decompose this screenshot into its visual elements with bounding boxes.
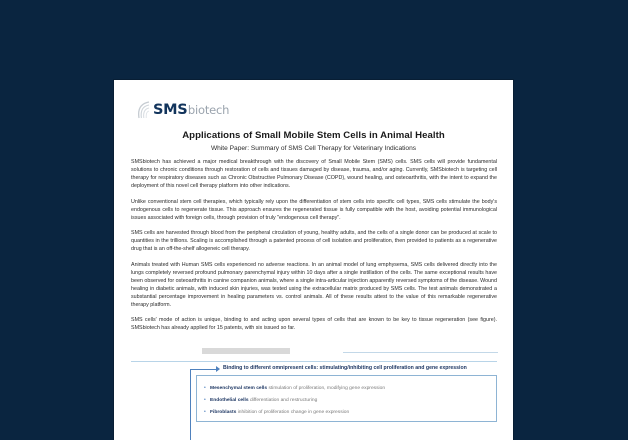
cell-type-desc: stimulation of proliferation, modifying gene expression: [268, 386, 386, 391]
paragraph-1: SMSbiotech has achieved a major medical breakthrough with the discovery of Small Mobile Stem (SMS) cells. SMS cells will provide fundamental solutions to chronic conditions through restoration of cells and tissues damaged by disease, trauma, and/or aging. Currently, SMSbiotech is targeting cell therapy for respiratory diseases such as Chronic Obstructive Pulmonary Disease (COPD), wound healing, and osteoarthritis, with the intent to expand the deployment of this novel cell therapy platform into other indications.: [131, 159, 497, 190]
figure-upper-rule: [343, 352, 498, 353]
bullet-icon: •: [204, 385, 206, 391]
paragraph-4: Animals treated with Human SMS cells experienced no adverse reactions. In an animal model of lung emphysema, SMS cells delivered directly into the lungs completely reversed profound pulmonary parenchymal injury within 10 days after a single instillation of the cells. The same exceptional results have been observed for osteoarthritis in canine companion animals, where a single intra-articular injection apparently reversed symptoms of the disease. Wound healing in diabetic animals, with induced skin injuries, was tested using the extracellular matrix produced by SMS cells. The test animals demonstrated a substantial percentage improvement in healing parameters vs. control animals. All of these results attest to the value of this remarkable regenerative therapy platform.: [131, 261, 497, 308]
cell-type-term: Endothelial cells: [210, 398, 249, 403]
list-item: [204, 397, 317, 403]
list-item: [204, 409, 349, 415]
bullet-icon: •: [204, 397, 206, 403]
page-subtitle: White Paper: Summary of SMS Cell Therapy for Veterinary Indications: [210, 145, 417, 152]
cell-type-term: Fibroblasts: [210, 410, 237, 415]
logo-mark-text: SMS: [153, 101, 188, 118]
logo-suffix-text: biotech: [187, 103, 230, 118]
figure-placeholder-block: [202, 348, 290, 354]
arrow-right-icon: [216, 366, 220, 372]
cell-type-desc: differentiation and restructuring: [249, 398, 318, 403]
paragraph-5: SMS cells' mode of action is unique, binding to and acting upon several types of cells that are known to be key to tissue regeneration (see figure). SMSbiotech has already applied for 15 patents, with six issued so far.: [131, 317, 497, 332]
sms-biotech-logo: [136, 100, 229, 120]
cell-type-term: Mesenchymal stem cells: [210, 386, 268, 391]
paragraph-3: SMS cells are harvested through blood from the peripheral circulation of young, healthy adults, and the cells of a single donor can be produced at scale to quantities in the trillions. Scaling is accomplished through a patented process of cell isolation and proliferation, then provided to patients as a regenerative drug that is an off-the-shelf allogeneic cell therapy.: [131, 230, 497, 253]
list-item: [204, 385, 385, 391]
figure-heading: Binding to different omnipresent cells: stimulating/inhibiting cell proliferation and gene expression: [223, 365, 467, 371]
body-text-column: [131, 158, 497, 340]
figure-connector-line: [190, 369, 191, 440]
figure-arrow-line: [190, 369, 217, 370]
mechanism-figure: [131, 364, 497, 440]
paragraph-2: Unlike conventional stem cell therapies, which typically rely upon the differentiation of stem cells into specific cell types, SMS cells stimulate the body's endogenous cells to regenerate tissue. This approach ensures the regenerated tissue is fully compatible with the host, avoiding potential immunological issues associated with foreign cells, through provision of truly "endogenous cell therapy".: [131, 198, 497, 221]
figure-cell-types-box: [196, 375, 497, 422]
cell-type-desc: inhibition of proliferation change in gene expression: [237, 410, 350, 415]
swoosh-icon: [136, 101, 152, 119]
bullet-icon: •: [204, 409, 206, 415]
figure-divider-rule: [131, 361, 497, 362]
white-paper-page: [114, 80, 513, 440]
page-title: Applications of Small Mobile Stem Cells in Animal Health: [182, 130, 445, 141]
